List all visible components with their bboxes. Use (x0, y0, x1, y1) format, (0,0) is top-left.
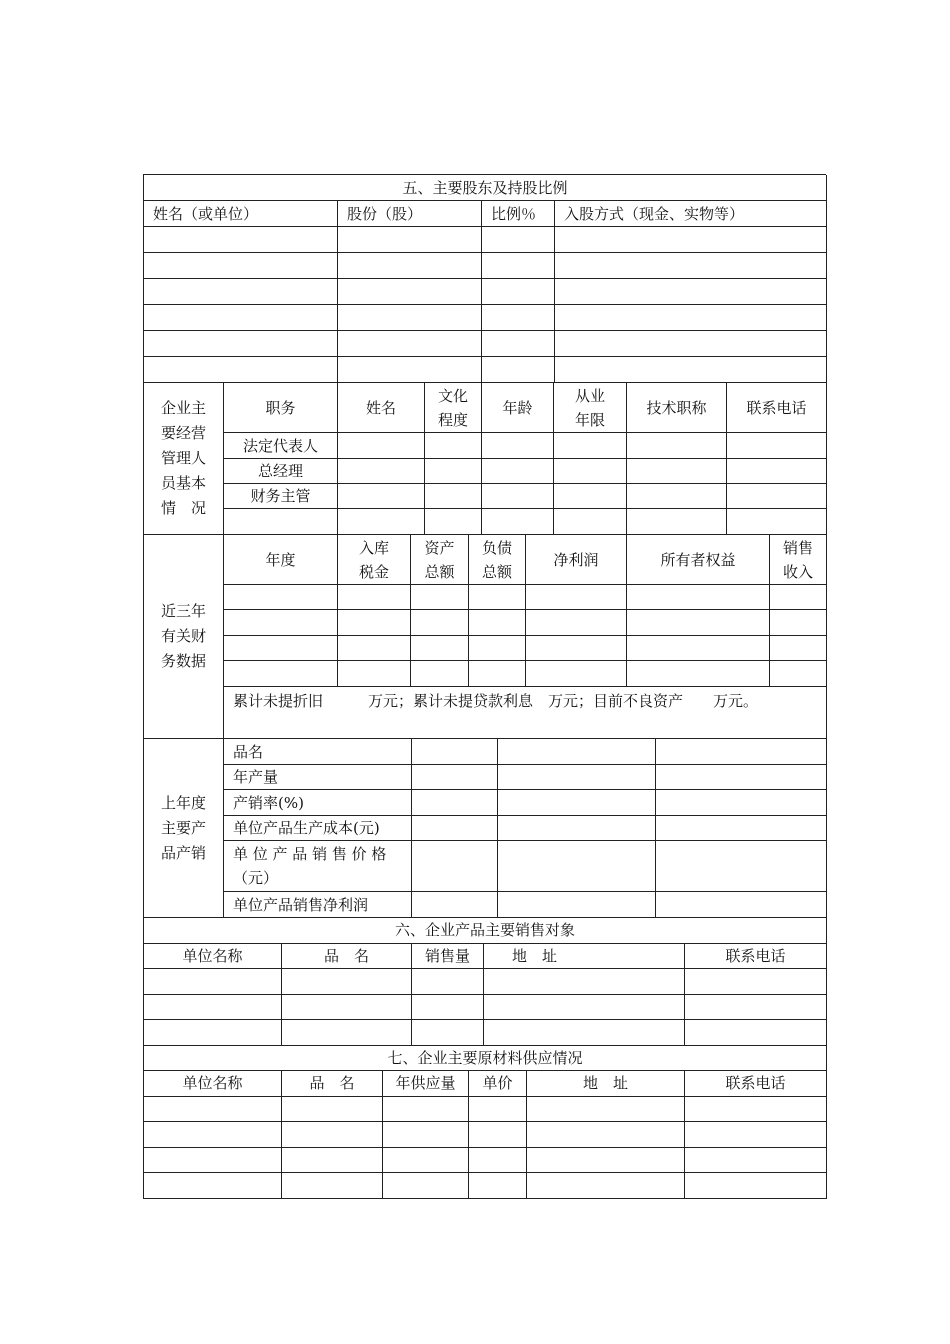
header-sales-revenue: 销售 收入 (770, 535, 827, 585)
shareholder-name-cell[interactable] (144, 305, 338, 331)
sales-targets-section (143, 918, 826, 1046)
header-unit-name: 单位名称 (144, 1071, 282, 1097)
supply-cell[interactable] (685, 1173, 827, 1199)
shareholder-ratio-cell[interactable] (482, 357, 555, 383)
row-annual-output: 年产量 (224, 765, 412, 790)
header-age: 年龄 (482, 383, 554, 433)
prod-cell[interactable] (498, 816, 656, 841)
finance-section (143, 535, 826, 739)
finance-cell[interactable] (469, 610, 526, 636)
mgmt-cell[interactable] (338, 459, 425, 484)
mgmt-cell[interactable] (727, 509, 827, 535)
supply-cell[interactable] (144, 1097, 282, 1123)
sales-cell[interactable] (484, 969, 685, 995)
accrual-summary: 累计未提折旧 万元；累计未提贷款利息 万元；目前不良资产 万元。 (224, 687, 827, 739)
header-ratio: 比例％ (482, 201, 555, 227)
header-contact-phone: 联系电话 (685, 1071, 827, 1097)
header-method: 入股方式（现金、实物等） (555, 201, 827, 227)
header-annual-supply: 年供应量 (383, 1071, 469, 1097)
sales-cell[interactable] (282, 969, 412, 995)
supply-cell[interactable] (527, 1173, 685, 1199)
shareholder-shares-cell[interactable] (338, 279, 482, 305)
shareholder-shares-cell[interactable] (338, 305, 482, 331)
header-shares: 股份（股） (338, 201, 482, 227)
prod-cell[interactable] (412, 892, 498, 918)
prod-cell[interactable] (656, 790, 827, 816)
finance-cell[interactable] (224, 610, 338, 636)
mgmt-cell[interactable] (627, 484, 727, 509)
header-position: 职务 (224, 383, 338, 433)
sales-cell[interactable] (282, 1020, 412, 1046)
role-legal-representative: 法定代表人 (224, 433, 338, 459)
header-sales-volume: 销售量 (412, 944, 484, 970)
finance-cell[interactable] (224, 585, 338, 610)
finance-cell[interactable] (469, 661, 526, 687)
prod-cell[interactable] (412, 816, 498, 841)
header-phone: 联系电话 (727, 383, 827, 433)
header-net-profit: 净利润 (526, 535, 627, 585)
supply-cell[interactable] (383, 1097, 469, 1123)
shareholder-name-cell[interactable] (144, 227, 338, 253)
shareholder-ratio-cell[interactable] (482, 279, 555, 305)
prod-cell[interactable] (498, 790, 656, 816)
prod-cell[interactable] (412, 739, 498, 765)
sales-cell[interactable] (685, 1020, 827, 1046)
supply-cell[interactable] (685, 1122, 827, 1148)
finance-label: 近三年 有关财 务数据 (144, 535, 224, 739)
role-blank[interactable] (224, 509, 338, 535)
header-product-name: 品 名 (282, 1071, 383, 1097)
finance-cell[interactable] (338, 585, 411, 610)
finance-cell[interactable] (411, 636, 469, 661)
supply-cell[interactable] (282, 1122, 383, 1148)
mgmt-cell[interactable] (554, 459, 627, 484)
supply-cell[interactable] (685, 1097, 827, 1123)
header-unit-price: 单价 (469, 1071, 527, 1097)
supply-cell[interactable] (144, 1122, 282, 1148)
shareholder-method-cell[interactable] (555, 227, 827, 253)
supply-cell[interactable] (144, 1173, 282, 1199)
supply-cell[interactable] (527, 1097, 685, 1123)
mgmt-cell[interactable] (727, 459, 827, 484)
sales-cell[interactable] (144, 1020, 282, 1046)
mgmt-cell[interactable] (482, 509, 554, 535)
header-education: 文化 程度 (425, 383, 482, 433)
supply-cell[interactable] (282, 1148, 383, 1174)
shareholders-section (143, 174, 826, 383)
mgmt-cell[interactable] (482, 459, 554, 484)
sales-cell[interactable] (685, 969, 827, 995)
sales-cell[interactable] (144, 969, 282, 995)
shareholder-shares-cell[interactable] (338, 227, 482, 253)
finance-cell[interactable] (627, 636, 770, 661)
supply-cell[interactable] (469, 1148, 527, 1174)
header-unit-name: 单位名称 (144, 944, 282, 970)
mgmt-cell[interactable] (627, 459, 727, 484)
supply-cell[interactable] (383, 1122, 469, 1148)
management-section (143, 383, 826, 535)
shareholder-ratio-cell[interactable] (482, 305, 555, 331)
finance-cell[interactable] (526, 636, 627, 661)
mgmt-cell[interactable] (482, 433, 554, 459)
supply-cell[interactable] (469, 1097, 527, 1123)
mgmt-cell[interactable] (425, 433, 482, 459)
shareholder-shares-cell[interactable] (338, 331, 482, 357)
shareholder-method-cell[interactable] (555, 331, 827, 357)
header-total-debt: 负债 总额 (469, 535, 526, 585)
sales-cell[interactable] (412, 1020, 484, 1046)
shareholder-method-cell[interactable] (555, 253, 827, 279)
finance-cell[interactable] (411, 585, 469, 610)
prod-cell[interactable] (498, 892, 656, 918)
shareholder-ratio-cell[interactable] (482, 227, 555, 253)
mgmt-cell[interactable] (425, 459, 482, 484)
raw-material-supply-section (143, 1046, 826, 1199)
mgmt-cell[interactable] (338, 484, 425, 509)
header-person-name: 姓名 (338, 383, 425, 433)
header-product-name: 品 名 (282, 944, 412, 970)
sales-targets-title: 六、企业产品主要销售对象 (144, 918, 827, 944)
finance-cell[interactable] (627, 661, 770, 687)
shareholder-name-cell[interactable] (144, 279, 338, 305)
header-address: 地 址 (527, 1071, 685, 1097)
sales-cell[interactable] (144, 995, 282, 1021)
supply-cell[interactable] (383, 1148, 469, 1174)
supply-cell[interactable] (282, 1173, 383, 1199)
mgmt-cell[interactable] (482, 484, 554, 509)
row-unit-net-profit: 单位产品销售净利润 (224, 892, 412, 918)
finance-cell[interactable] (627, 610, 770, 636)
finance-cell[interactable] (338, 610, 411, 636)
mgmt-cell[interactable] (554, 433, 627, 459)
prod-cell[interactable] (412, 841, 498, 892)
supply-cell[interactable] (282, 1097, 383, 1123)
row-unit-price: 单 位 产 品 销 售 价 格（元） (224, 841, 412, 892)
management-label: 企业主 要经营 管理人 员基本 情 况 (144, 383, 224, 535)
header-name: 姓名（或单位） (144, 201, 338, 227)
supply-cell[interactable] (685, 1148, 827, 1174)
finance-cell[interactable] (338, 661, 411, 687)
shareholder-method-cell[interactable] (555, 279, 827, 305)
prod-cell[interactable] (498, 739, 656, 765)
finance-cell[interactable] (469, 585, 526, 610)
role-finance-supervisor: 财务主管 (224, 484, 338, 509)
production-label: 上年度 主要产 品产销 (144, 739, 224, 918)
prod-cell[interactable] (656, 765, 827, 790)
raw-material-title: 七、企业主要原材料供应情况 (144, 1046, 827, 1072)
header-owner-equity: 所有者权益 (627, 535, 770, 585)
finance-cell[interactable] (770, 585, 827, 610)
enterprise-info-form (143, 174, 826, 1199)
production-section (143, 739, 826, 918)
mgmt-cell[interactable] (727, 433, 827, 459)
finance-cell[interactable] (526, 585, 627, 610)
supply-cell[interactable] (383, 1173, 469, 1199)
shareholders-title: 五、主要股东及持股比例 (144, 175, 827, 201)
mgmt-cell[interactable] (338, 433, 425, 459)
sales-cell[interactable] (685, 995, 827, 1021)
mgmt-cell[interactable] (627, 433, 727, 459)
header-tech-title: 技术职称 (627, 383, 727, 433)
mgmt-cell[interactable] (554, 509, 627, 535)
sales-cell[interactable] (484, 995, 685, 1021)
prod-cell[interactable] (498, 841, 656, 892)
finance-cell[interactable] (469, 636, 526, 661)
prod-cell[interactable] (412, 765, 498, 790)
header-contact-phone: 联系电话 (685, 944, 827, 970)
supply-cell[interactable] (469, 1122, 527, 1148)
prod-cell[interactable] (656, 739, 827, 765)
supply-cell[interactable] (527, 1148, 685, 1174)
finance-cell[interactable] (770, 636, 827, 661)
mgmt-cell[interactable] (338, 509, 425, 535)
row-sales-rate: 产销率(%) (224, 790, 412, 816)
mgmt-cell[interactable] (554, 484, 627, 509)
header-address: 地 址 (484, 944, 685, 970)
finance-cell[interactable] (411, 610, 469, 636)
role-general-manager: 总经理 (224, 459, 338, 484)
supply-cell[interactable] (144, 1148, 282, 1174)
mgmt-cell[interactable] (425, 484, 482, 509)
header-years-in-industry: 从业 年限 (554, 383, 627, 433)
row-product-name: 品名 (224, 739, 412, 765)
sales-cell[interactable] (412, 995, 484, 1021)
shareholder-method-cell[interactable] (555, 357, 827, 383)
shareholder-name-cell[interactable] (144, 357, 338, 383)
supply-cell[interactable] (527, 1122, 685, 1148)
finance-cell[interactable] (224, 636, 338, 661)
mgmt-cell[interactable] (727, 484, 827, 509)
sales-cell[interactable] (282, 995, 412, 1021)
shareholder-name-cell[interactable] (144, 253, 338, 279)
shareholder-shares-cell[interactable] (338, 357, 482, 383)
prod-cell[interactable] (656, 892, 827, 918)
header-year: 年度 (224, 535, 338, 585)
shareholder-method-cell[interactable] (555, 305, 827, 331)
sales-cell[interactable] (484, 1020, 685, 1046)
shareholder-ratio-cell[interactable] (482, 253, 555, 279)
prod-cell[interactable] (656, 816, 827, 841)
prod-cell[interactable] (656, 841, 827, 892)
finance-cell[interactable] (224, 661, 338, 687)
shareholder-shares-cell[interactable] (338, 253, 482, 279)
finance-cell[interactable] (770, 610, 827, 636)
header-tax: 入库 税金 (338, 535, 411, 585)
mgmt-cell[interactable] (425, 509, 482, 535)
row-unit-cost: 单位产品生产成本(元) (224, 816, 412, 841)
sales-cell[interactable] (412, 969, 484, 995)
finance-cell[interactable] (338, 636, 411, 661)
finance-cell[interactable] (526, 610, 627, 636)
finance-cell[interactable] (627, 585, 770, 610)
mgmt-cell[interactable] (627, 509, 727, 535)
finance-cell[interactable] (411, 661, 469, 687)
prod-cell[interactable] (498, 765, 656, 790)
shareholder-ratio-cell[interactable] (482, 331, 555, 357)
shareholder-name-cell[interactable] (144, 331, 338, 357)
prod-cell[interactable] (412, 790, 498, 816)
header-total-assets: 资产 总额 (411, 535, 469, 585)
finance-cell[interactable] (526, 661, 627, 687)
supply-cell[interactable] (469, 1173, 527, 1199)
finance-cell[interactable] (770, 661, 827, 687)
